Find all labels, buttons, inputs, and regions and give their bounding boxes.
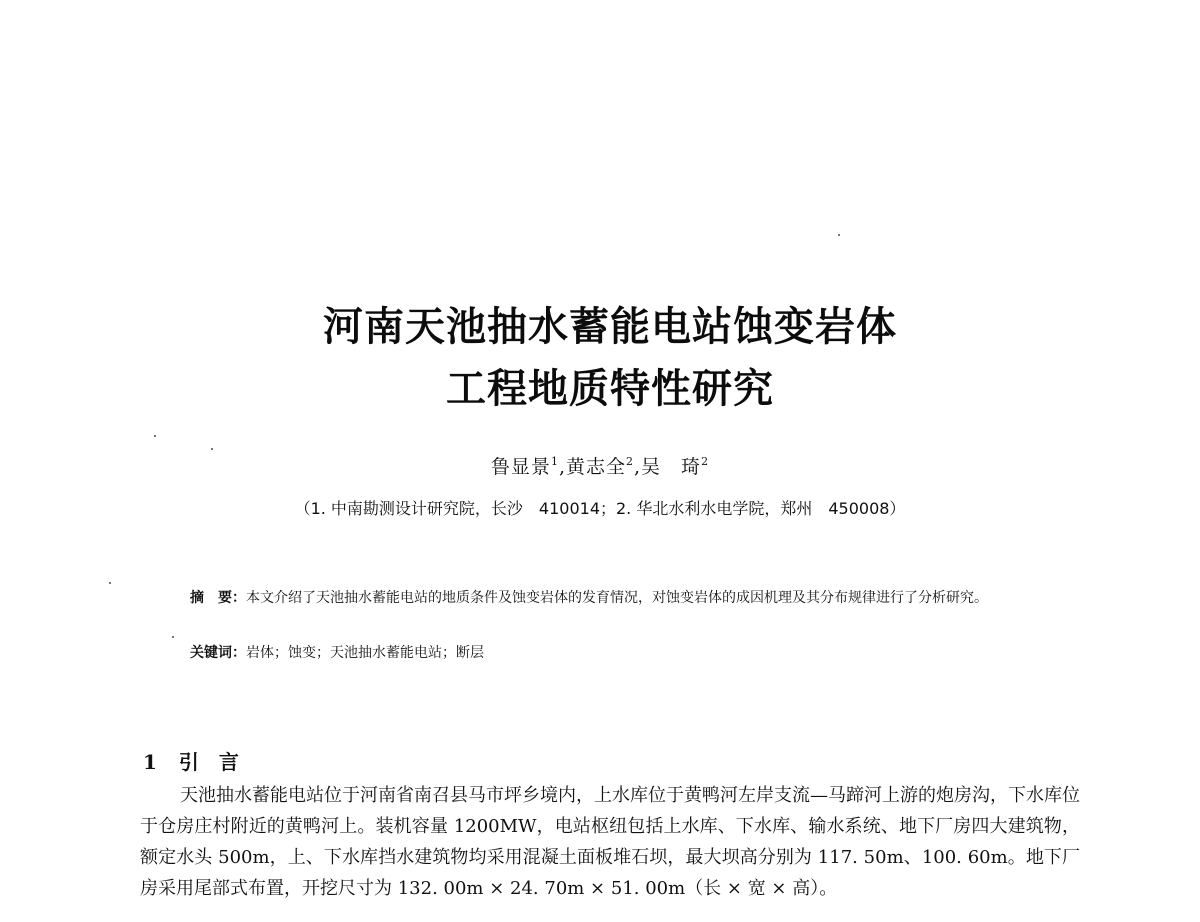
author-separator: , bbox=[558, 456, 566, 478]
author-list bbox=[0, 452, 1200, 479]
scan-speck bbox=[838, 234, 840, 236]
author-name: 鲁显景 bbox=[490, 456, 551, 478]
section-title: 引言 bbox=[178, 750, 259, 774]
scan-speck bbox=[109, 582, 111, 584]
section-number: 1 bbox=[143, 750, 157, 774]
scan-speck bbox=[211, 448, 213, 450]
author-affiliation-mark: 1 bbox=[550, 455, 559, 468]
scan-speck bbox=[172, 636, 174, 638]
author-name: 黄志全 bbox=[565, 456, 626, 478]
abstract-text: 本文介绍了天池抽水蓄能电站的地质条件及蚀变岩体的发育情况，对蚀变岩体的成因机理及其分布规律进行了分析研究。 bbox=[246, 590, 988, 606]
keywords-label: 关键词： bbox=[190, 645, 246, 661]
paper-title-line-1: 河南天池抽水蓄能电站蚀变岩体 bbox=[323, 304, 897, 350]
scan-speck bbox=[154, 435, 156, 437]
paper-title-line-2: 工程地质特性研究 bbox=[446, 366, 774, 412]
author-affiliation-mark: 2 bbox=[626, 455, 634, 468]
author-separator: , bbox=[634, 456, 642, 478]
author-affiliation-mark: 2 bbox=[701, 455, 710, 468]
abstract-block bbox=[190, 583, 1050, 613]
section-heading bbox=[143, 746, 259, 775]
body-paragraph: 天池抽水蓄能电站位于河南省南召县马市坪乡境内，上水库位于黄鸭河左岸支流—马蹄河上游的炮房沟，下水库位于仓房庄村附近的黄鸭河上。装机容量 1200MW，电站枢纽包括上水库、下水库、输水系统、地下厂房四大建筑物，额定水头 500m，上、下水库挡水建筑物均采用混凝土面板堆石坝，最大坝高分别为 117. 50m、100. 60m。地下厂房采用尾部式布置，开挖尺寸为 132. 00m × 24. 70m × 51. 00m（长 × 宽 × 高）。 bbox=[140, 785, 1080, 899]
keywords-text: 岩体；蚀变；天池抽水蓄能电站；断层 bbox=[246, 645, 484, 661]
author-name: 吴 琦 bbox=[641, 456, 702, 478]
body-text bbox=[140, 780, 1080, 904]
keywords-block bbox=[190, 643, 484, 663]
abstract-label: 摘 要： bbox=[190, 590, 246, 606]
author-affiliations: （1. 中南勘测设计研究院，长沙 410014；2. 华北水利水电学院，郑州 450008） bbox=[294, 499, 906, 518]
